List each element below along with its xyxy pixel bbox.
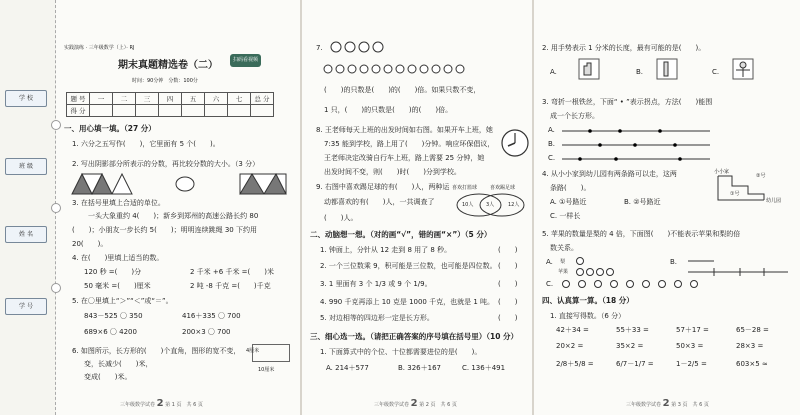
question-7-line-b: 1 只，( )的只数是( )的( )倍。 xyxy=(324,106,453,114)
choice-1-c: C. 136＋491 xyxy=(462,364,506,372)
choice-4-c: C. 一样长 xyxy=(550,212,581,220)
choice-4: 4. 从小小家到幼儿园有两条路可以走，这两 xyxy=(542,170,677,178)
duck-icon xyxy=(330,40,390,54)
wire-option-c xyxy=(560,155,720,163)
choice-3-option-c: C. xyxy=(548,154,556,162)
venn-left-label: 喜欢打篮球 xyxy=(452,185,478,191)
school-field: 学 校 xyxy=(5,90,47,107)
calc-item: 42＋34 = xyxy=(556,326,589,334)
map-kindergarten-label: 幼儿园 xyxy=(766,198,782,204)
question-8: 8. 王老师每天上班的出发时间如右图。如果开车上班，她 xyxy=(316,126,493,134)
calc-item: 6/7－1/7 = xyxy=(616,360,654,368)
choice-4-b: B. ②号路近 xyxy=(624,198,661,206)
choice-2: 2. 用手势表示 1 分米的长度，最有可能的是( )。 xyxy=(542,44,706,52)
judge-2-paren: ( ) xyxy=(498,262,518,270)
calc-title: 1. 直接写得数。（6 分） xyxy=(550,312,626,320)
judge-1-paren: ( ) xyxy=(498,246,518,254)
calc-item: 1－2/5 = xyxy=(676,360,707,368)
question-7: 7. xyxy=(316,44,323,52)
score-table xyxy=(66,92,274,117)
question-9: 9. 右图中喜欢踢足球的有( )人，两种运 xyxy=(316,183,450,191)
score-value-row xyxy=(67,105,274,117)
map-home-label: 小小家 xyxy=(714,169,730,175)
score-cell: 得 分 xyxy=(67,105,90,117)
score-cell: 七 xyxy=(228,93,251,105)
hand-gesture-a-icon xyxy=(578,58,600,80)
calc-item: 50×3 = xyxy=(676,342,704,350)
choice-3-option-b: B. xyxy=(548,140,556,148)
question-4b: 2 千米 +6 千米 =( )米 xyxy=(190,268,274,276)
chicken-icon xyxy=(322,62,472,76)
question-5: 5. 在〇里填上“＞”“＜”或“＝”。 xyxy=(72,297,173,305)
section-4-title: 四、认真算一算。（18 分） xyxy=(542,296,634,305)
question-6a: 变，长减少( )米， xyxy=(84,360,153,368)
calc-item: 20×2 = xyxy=(556,342,584,350)
venn-right-count: 12人 xyxy=(508,202,520,208)
judge-4-paren: ( ) xyxy=(498,298,518,306)
question-8b: 王老师决定改骑自行车上班，路上需要 25 分钟，她 xyxy=(324,154,485,162)
calc-item: 28×3 = xyxy=(736,342,764,350)
judge-3-paren: ( ) xyxy=(498,280,518,288)
binding-hole xyxy=(51,283,61,293)
exam-page-2 xyxy=(302,0,532,415)
choice-1: 1. 下面算式中的个位、十位都需要进位的是( )。 xyxy=(320,348,482,356)
score-cell: 题 号 xyxy=(67,93,90,105)
question-3: 3. 在括号里填上合适的单位。 xyxy=(72,199,165,207)
score-cell: 四 xyxy=(159,93,182,105)
choice-4-line-a: 条路( )。 xyxy=(550,184,591,192)
calc-item: 55＋33 = xyxy=(616,326,649,334)
calc-item: 57＋17 = xyxy=(676,326,709,334)
calc-item: 2/8＋5/8 = xyxy=(556,360,594,368)
exam-page-1 xyxy=(0,0,300,415)
name-field: 姓 名 xyxy=(5,226,47,243)
judge-3: 3. 1 里面有 3 个 1/3 或 9 个 1/9。 xyxy=(320,280,432,288)
choice-5-b: B. xyxy=(670,258,678,266)
question-9a: 动都喜欢的有( )人，一共调查了 xyxy=(324,198,435,206)
section-2-title: 二、动脑想一想。（对的画“√”，错的画“×”）（5 分） xyxy=(310,230,492,239)
question-4a: 120 秒 =( )分 xyxy=(84,268,142,276)
score-cell: 五 xyxy=(182,93,205,105)
venn-right-label: 喜欢踢足球 xyxy=(490,185,516,191)
choice-1-b: B. 326＋167 xyxy=(398,364,441,372)
pear-apple-diagram-a xyxy=(574,256,662,278)
venn-middle-count: 3人 xyxy=(486,202,495,208)
rect-side-label: 4厘米 xyxy=(246,348,260,354)
question-6b: 变成( )米。 xyxy=(84,373,132,381)
pear-label: 梨 xyxy=(560,259,566,265)
question-5d: 200×3 〇 700 xyxy=(182,328,231,336)
score-cell: 三 xyxy=(136,93,159,105)
question-4d: 2 吨 -8 千克 =( )千克 xyxy=(190,282,271,290)
score-cell: 总 分 xyxy=(251,93,274,105)
score-cell: 六 xyxy=(205,93,228,105)
wire-option-a xyxy=(560,127,720,135)
rect-length-label: 10厘米 xyxy=(258,367,275,373)
choice-3-option-a: A. xyxy=(548,126,555,134)
pear-apple-diagram-c xyxy=(560,278,720,290)
choice-3: 3. 弯折一根铁丝，下面“ • ”表示拐点，方法( )能围 xyxy=(542,98,713,106)
question-2: 2. 写出阴影部分所表示的分数，再比较分数的大小。（3 分） xyxy=(72,160,260,168)
question-3-line-a: 一头大象重约 4( )；新乡到郑州的高速公路长约 80 xyxy=(88,212,259,220)
student-info-strip xyxy=(0,0,56,415)
choice-4-a: A. ①号路近 xyxy=(550,198,587,206)
clock-icon xyxy=(500,128,530,158)
question-4: 4. 在( )里填上适当的数。 xyxy=(72,254,164,262)
class-field: 班 级 xyxy=(5,158,47,175)
video-badge[interactable]: 扫码看视频 xyxy=(230,54,261,67)
choice-5: 5. 苹果的数量是梨的 4 倍，下面图( )不能表示苹果和梨的倍 xyxy=(542,230,741,238)
map-route-2-label: ②号 xyxy=(756,173,766,179)
section-1-title: 一、用心填一填。（27 分） xyxy=(64,124,156,133)
question-9b: ( )人。 xyxy=(324,214,358,222)
judge-5: 5. 对边相等的四边形一定是长方形。 xyxy=(320,314,434,322)
choice-2-c: C. xyxy=(712,68,720,76)
question-5a: 843－525 〇 350 xyxy=(84,312,143,320)
pear-apple-diagram-b xyxy=(684,256,792,278)
choice-5-line-a: 数关系。 xyxy=(550,244,578,252)
question-4c: 50 毫米 =( )厘米 xyxy=(84,282,151,290)
question-7-line-a: ( )的只数是( )的( )倍。如果只数不变， xyxy=(324,86,481,94)
wire-option-b xyxy=(560,141,720,149)
hand-gesture-c-icon xyxy=(732,58,754,80)
calc-item: 35×2 = xyxy=(616,342,644,350)
exam-title: 期末真题精选卷（二） xyxy=(118,60,218,71)
page-footer: 三年级数学试卷 2 第 3 页 共 6 页 xyxy=(626,398,709,409)
apple-label: 苹果 xyxy=(558,269,569,275)
venn-left-count: 10人 xyxy=(462,202,474,208)
question-5c: 689×6 〇 4200 xyxy=(84,328,137,336)
page-footer: 三年级数学试卷 2 第 1 页 共 6 页 xyxy=(120,398,203,409)
score-header-row xyxy=(67,93,274,105)
binding-hole xyxy=(51,203,61,213)
question-8c: 出发时间不变，则( )时( )分到学校。 xyxy=(324,168,461,176)
judge-2: 2. 一个三位数乘 9，积可能是三位数，也可能是四位数。 xyxy=(320,262,497,270)
map-route-1-label: ①号 xyxy=(730,191,740,197)
calc-item: 603×5 ≈ xyxy=(736,360,768,368)
question-3-line-b: ( )；小朋友一步长约 5( )；明明连续跳绳 30 下约用 xyxy=(72,226,257,234)
judge-4: 4. 990 千克再添上 10 克是 1000 千克，也就是 1 吨。 xyxy=(320,298,495,306)
fraction-shapes xyxy=(70,172,295,198)
page-header: 实践演练 · 三年级数学（上）· RJ xyxy=(64,45,135,51)
choice-2-a: A. xyxy=(550,68,557,76)
hand-gesture-b-icon xyxy=(656,58,678,80)
question-3-line-c: 20( )。 xyxy=(72,240,108,248)
binding-hole xyxy=(51,120,61,130)
calc-item: 65－28 = xyxy=(736,326,769,334)
choice-3-line-a: 成一个长方形。 xyxy=(550,112,599,120)
choice-1-a: A. 214＋577 xyxy=(326,364,369,372)
question-6: 6. 如图所示，长方形的( )个直角，图形的宽不变， xyxy=(72,347,241,355)
score-cell: 二 xyxy=(113,93,136,105)
number-field: 学 号 xyxy=(5,298,47,315)
choice-2-b: B. xyxy=(636,68,644,76)
choice-5-c: C. xyxy=(546,280,554,288)
exam-page-3 xyxy=(534,0,800,415)
question-5b: 416＋335 〇 700 xyxy=(182,312,241,320)
section-3-title: 三、细心选一选。（请把正确答案的序号填在括号里）（10 分） xyxy=(310,332,519,341)
score-cell: 一 xyxy=(90,93,113,105)
choice-5-a: A. xyxy=(546,258,553,266)
judge-5-paren: ( ) xyxy=(498,314,518,322)
route-map xyxy=(714,172,774,208)
question-8a: 7:35 能到学校，路上用了( )分钟。响应环保倡议， xyxy=(324,140,495,148)
exam-time: 时间：90分钟 分数：100分 xyxy=(132,78,198,84)
question-1: 1. 六分之五写作( )，它里面有 5 个( )。 xyxy=(72,140,220,148)
page-footer: 三年级数学试卷 2 第 2 页 共 6 页 xyxy=(374,398,457,409)
judge-1: 1. 钟面上，分针从 12 走到 8 用了 8 秒。 xyxy=(320,246,452,254)
